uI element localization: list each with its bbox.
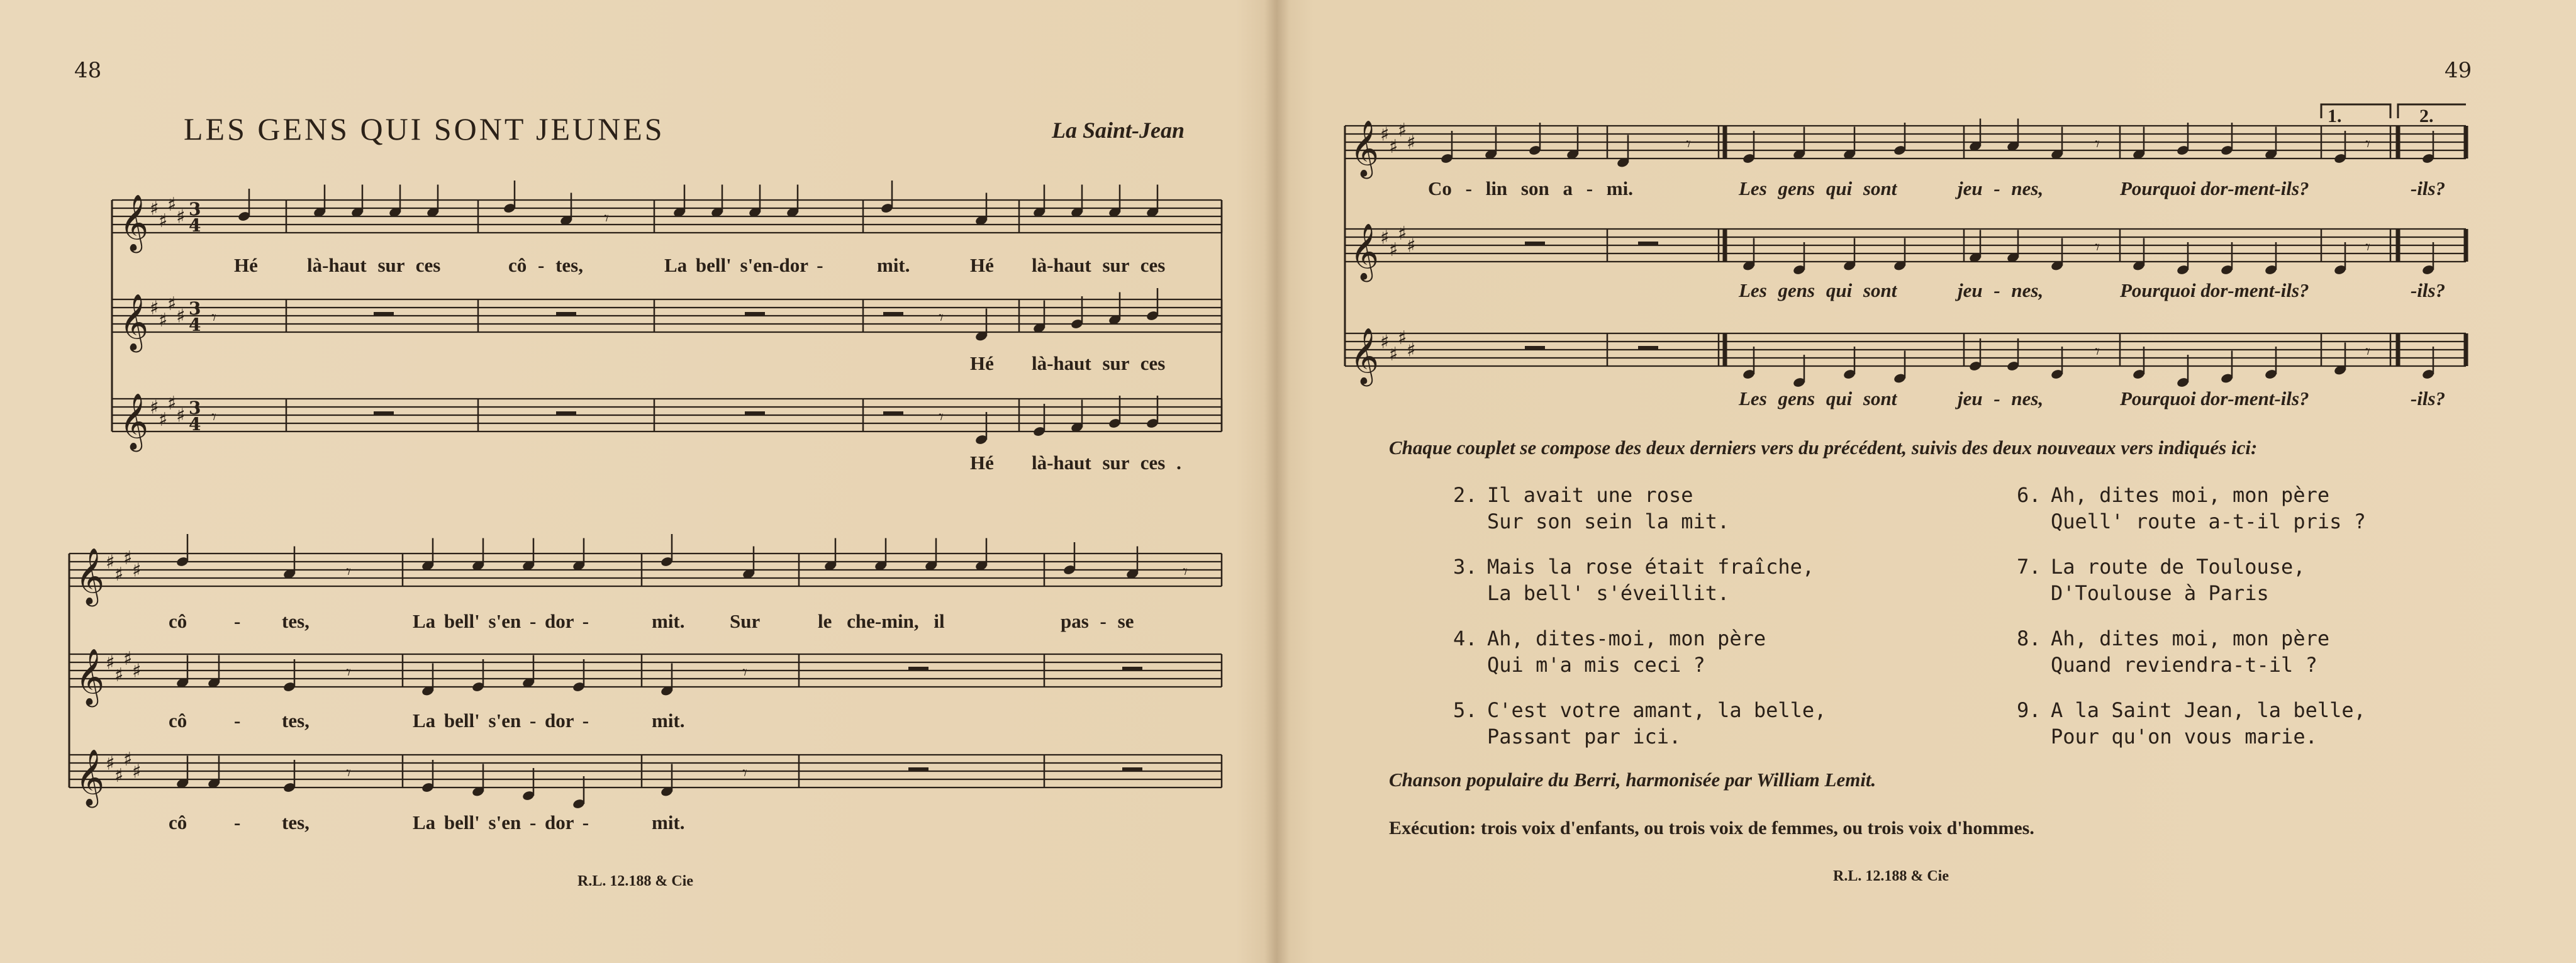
lyric: cô xyxy=(169,811,187,833)
treble-clef-icon: 𝄞 xyxy=(75,648,105,705)
lyric: Pourquoi dor-ment-ils? xyxy=(2120,177,2309,199)
lyric: Sur xyxy=(730,610,761,632)
lyric: Hé xyxy=(970,254,994,276)
lyric: -ils? xyxy=(2411,387,2446,409)
lyric: La bell' s'en-dor - xyxy=(664,254,823,276)
verse-line: Mais la rose était fraîche, xyxy=(1487,555,1815,579)
rest-icon: 𝄾 xyxy=(604,208,609,230)
lyric: pas - se xyxy=(1061,610,1134,632)
lyric: -ils? xyxy=(2411,177,2446,199)
verse-number: 3. xyxy=(1453,555,1478,579)
lyric: cô xyxy=(169,610,187,632)
lyric: Hé xyxy=(970,452,994,474)
sharp-icon: ♯ xyxy=(1389,343,1398,366)
sharp-icon: ♯ xyxy=(1398,223,1407,245)
rest-icon: 𝄾 xyxy=(2365,133,2370,155)
sharp-icon: ♯ xyxy=(106,551,115,574)
volta-first-ending: 1. xyxy=(2328,106,2342,126)
sharp-icon: ♯ xyxy=(159,309,168,332)
verse-line: Ah, dites moi, mon père xyxy=(2051,626,2330,650)
sharp-icon: ♯ xyxy=(167,293,177,316)
treble-clef-icon: 𝄞 xyxy=(120,194,149,251)
lyric: tes, xyxy=(282,811,309,833)
lyric: Co - lin son a - mi. xyxy=(1428,177,1633,199)
rest-icon xyxy=(883,411,903,416)
verse-line: A la Saint Jean, la belle, xyxy=(2051,698,2366,722)
rest-icon xyxy=(556,312,576,316)
lyric: La bell' s'en - dor - xyxy=(413,710,589,732)
rest-icon xyxy=(1525,242,1545,246)
sharp-icon: ♯ xyxy=(114,664,124,687)
sharp-icon: ♯ xyxy=(167,392,177,415)
lyric: mit. xyxy=(652,610,685,632)
song-title: LES GENS QUI SONT JEUNES xyxy=(184,111,665,147)
volta-second-ending: 2. xyxy=(2419,106,2434,126)
song-credit: Chanson populaire du Berri, harmonisée par William Lemit. xyxy=(1389,769,1876,791)
lyric: Pourquoi dor-ment-ils? xyxy=(2120,387,2309,409)
sharp-icon: ♯ xyxy=(1389,136,1398,159)
verse-line: La route de Toulouse, xyxy=(2051,555,2306,579)
sharp-icon: ♯ xyxy=(159,409,168,431)
sharp-icon: ♯ xyxy=(123,648,133,671)
lyric: tes, xyxy=(282,610,309,632)
rest-icon: 𝄾 xyxy=(742,662,747,684)
lyric: La bell' s'en - dor - xyxy=(413,610,589,632)
treble-clef-icon: 𝄞 xyxy=(75,548,105,604)
lyric: jeu - nes, xyxy=(1958,279,2044,301)
rest-icon: 𝄾 xyxy=(2365,237,2370,259)
rest-icon xyxy=(374,411,394,416)
rest-icon xyxy=(908,667,928,671)
sharp-icon: ♯ xyxy=(1380,331,1390,353)
treble-clef-icon: 𝄞 xyxy=(1350,328,1380,384)
lyric: Pourquoi dor-ment-ils? xyxy=(2120,279,2309,301)
rest-icon: 𝄾 xyxy=(211,307,216,329)
rest-icon xyxy=(1122,667,1142,671)
treble-clef-icon: 𝄞 xyxy=(120,294,149,350)
sharp-icon: ♯ xyxy=(1389,239,1398,262)
rest-icon: 𝄾 xyxy=(2365,341,2370,363)
sharp-icon: ♯ xyxy=(132,660,142,682)
rest-icon: 𝄾 xyxy=(2095,237,2100,259)
rest-icon xyxy=(908,767,928,772)
lyric: La bell' s'en - dor - xyxy=(413,811,589,833)
sharp-icon: ♯ xyxy=(106,652,115,674)
sharp-icon: ♯ xyxy=(150,297,159,320)
rest-icon: 𝄾 xyxy=(211,406,216,428)
verse-line: Ah, dites-moi, mon père xyxy=(1487,626,1766,650)
sharp-icon: ♯ xyxy=(106,752,115,775)
lyric: là-haut sur ces . xyxy=(1032,452,1181,474)
verse-line: La bell' s'éveillit. xyxy=(1487,581,1730,605)
verse-line: Ah, dites moi, mon père xyxy=(2051,483,2330,507)
lyric: tes, xyxy=(282,710,309,732)
verse-number: 2. xyxy=(1453,483,1478,507)
page-number-left: 48 xyxy=(74,58,102,83)
rest-icon xyxy=(1638,242,1658,246)
time-signature: 4 xyxy=(189,315,201,335)
page-footer-right: R.L. 12.188 & Cie xyxy=(1833,868,1949,884)
page-number-right: 49 xyxy=(2445,58,2472,83)
treble-clef-icon: 𝄞 xyxy=(120,393,149,450)
rest-icon: 𝄾 xyxy=(2095,341,2100,363)
treble-clef-icon: 𝄞 xyxy=(75,749,105,806)
verse-number: 7. xyxy=(2017,555,2041,579)
rest-icon xyxy=(374,312,394,316)
song-subtitle: La Saint-Jean xyxy=(1052,118,1185,143)
lyric: mit. xyxy=(652,710,685,732)
rest-icon xyxy=(745,312,765,316)
execution-note: Exécution: trois voix d'enfants, ou trois voix de femmes, ou trois voix d'hommes. xyxy=(1389,818,2034,838)
time-signature: 3 xyxy=(189,398,201,418)
lyric: cô xyxy=(169,710,187,732)
verse-line: Quand reviendra-t-il ? xyxy=(2051,653,2317,677)
sharp-icon: ♯ xyxy=(150,198,159,220)
verse-number: 6. xyxy=(2017,483,2041,507)
sharp-icon: ♯ xyxy=(132,559,142,582)
verse-line: Il avait une rose xyxy=(1487,483,1693,507)
rest-icon: 𝄾 xyxy=(1183,561,1188,583)
verse-number: 4. xyxy=(1453,626,1478,650)
verse-line: Passant par ici. xyxy=(1487,725,1681,749)
sharp-icon: ♯ xyxy=(159,210,168,233)
lyric: mit. xyxy=(652,811,685,833)
lyric: - xyxy=(234,811,241,833)
rest-icon: 𝄾 xyxy=(939,406,944,428)
time-signature: 3 xyxy=(189,298,201,319)
lyric: Les gens qui sont xyxy=(1739,177,1897,199)
sharp-icon: ♯ xyxy=(150,396,159,419)
rest-icon xyxy=(556,411,576,416)
sharp-icon: ♯ xyxy=(1380,123,1390,146)
rest-icon: 𝄾 xyxy=(939,307,944,329)
sharp-icon: ♯ xyxy=(123,749,133,771)
lyric: Hé xyxy=(970,352,994,374)
page-footer-left: R.L. 12.188 & Cie xyxy=(577,873,693,889)
couplet-note: Chaque couplet se compose des deux derniers vers du précédent, suivis des deux nouveaux vers indiqués ici: xyxy=(1389,437,2258,459)
verse-line: C'est votre amant, la belle, xyxy=(1487,698,1827,722)
sharp-icon: ♯ xyxy=(167,194,177,216)
lyric: mit. xyxy=(877,254,910,276)
lyric: - xyxy=(234,710,241,732)
lyric: - xyxy=(234,610,241,632)
rest-icon xyxy=(1638,346,1658,350)
sharp-icon: ♯ xyxy=(176,404,186,427)
sharp-icon: ♯ xyxy=(1407,131,1416,154)
lyric: cô - tes, xyxy=(508,254,583,276)
treble-clef-icon: 𝄞 xyxy=(1350,120,1380,177)
time-signature: 4 xyxy=(189,215,201,236)
sharp-icon: ♯ xyxy=(1398,327,1407,350)
lyric: le che-min, il xyxy=(818,610,945,632)
lyric: Les gens qui sont xyxy=(1739,387,1897,409)
lyric: là-haut sur ces xyxy=(307,254,441,276)
verse-line: Qui m'a mis ceci ? xyxy=(1487,653,1705,677)
volta-bracket xyxy=(2321,104,2390,118)
rest-icon: 𝄾 xyxy=(346,561,351,583)
sharp-icon: ♯ xyxy=(114,765,124,788)
sharp-icon: ♯ xyxy=(132,760,142,783)
sharp-icon: ♯ xyxy=(1407,235,1416,257)
volta-bracket xyxy=(2398,104,2466,118)
rest-icon: 𝄾 xyxy=(2095,133,2100,155)
rest-icon: 𝄾 xyxy=(346,762,351,784)
sharp-icon: ♯ xyxy=(176,305,186,328)
lyric: -ils? xyxy=(2411,279,2446,301)
verse-number: 8. xyxy=(2017,626,2041,650)
sharp-icon: ♯ xyxy=(176,206,186,228)
sharp-icon: ♯ xyxy=(114,564,124,586)
lyric: Hé xyxy=(234,254,258,276)
verse-line: D'Toulouse à Paris xyxy=(2051,581,2269,605)
rest-icon xyxy=(883,312,903,316)
sharp-icon: ♯ xyxy=(1380,226,1390,249)
rest-icon: 𝄾 xyxy=(346,662,351,684)
lyric: Les gens qui sont xyxy=(1739,279,1897,301)
verse-number: 5. xyxy=(1453,698,1478,722)
lyric: jeu - nes, xyxy=(1958,177,2044,199)
sharp-icon: ♯ xyxy=(123,547,133,570)
sharp-icon: ♯ xyxy=(1407,339,1416,362)
verse-number: 9. xyxy=(2017,698,2041,722)
verse-line: Pour qu'on vous marie. xyxy=(2051,725,2317,749)
treble-clef-icon: 𝄞 xyxy=(1350,223,1380,280)
lyric: là-haut sur ces xyxy=(1032,254,1166,276)
rest-icon xyxy=(1525,346,1545,350)
rest-icon xyxy=(745,411,765,416)
lyric: là-haut sur ces xyxy=(1032,352,1166,374)
sharp-icon: ♯ xyxy=(1398,120,1407,142)
verse-line: Quell' route a-t-il pris ? xyxy=(2051,509,2366,533)
time-signature: 4 xyxy=(189,414,201,435)
rest-icon: 𝄾 xyxy=(1686,133,1691,155)
rest-icon xyxy=(1122,767,1142,772)
rest-icon: 𝄾 xyxy=(742,762,747,784)
lyric: jeu - nes, xyxy=(1958,387,2044,409)
verse-line: Sur son sein la mit. xyxy=(1487,509,1730,533)
time-signature: 3 xyxy=(189,199,201,220)
